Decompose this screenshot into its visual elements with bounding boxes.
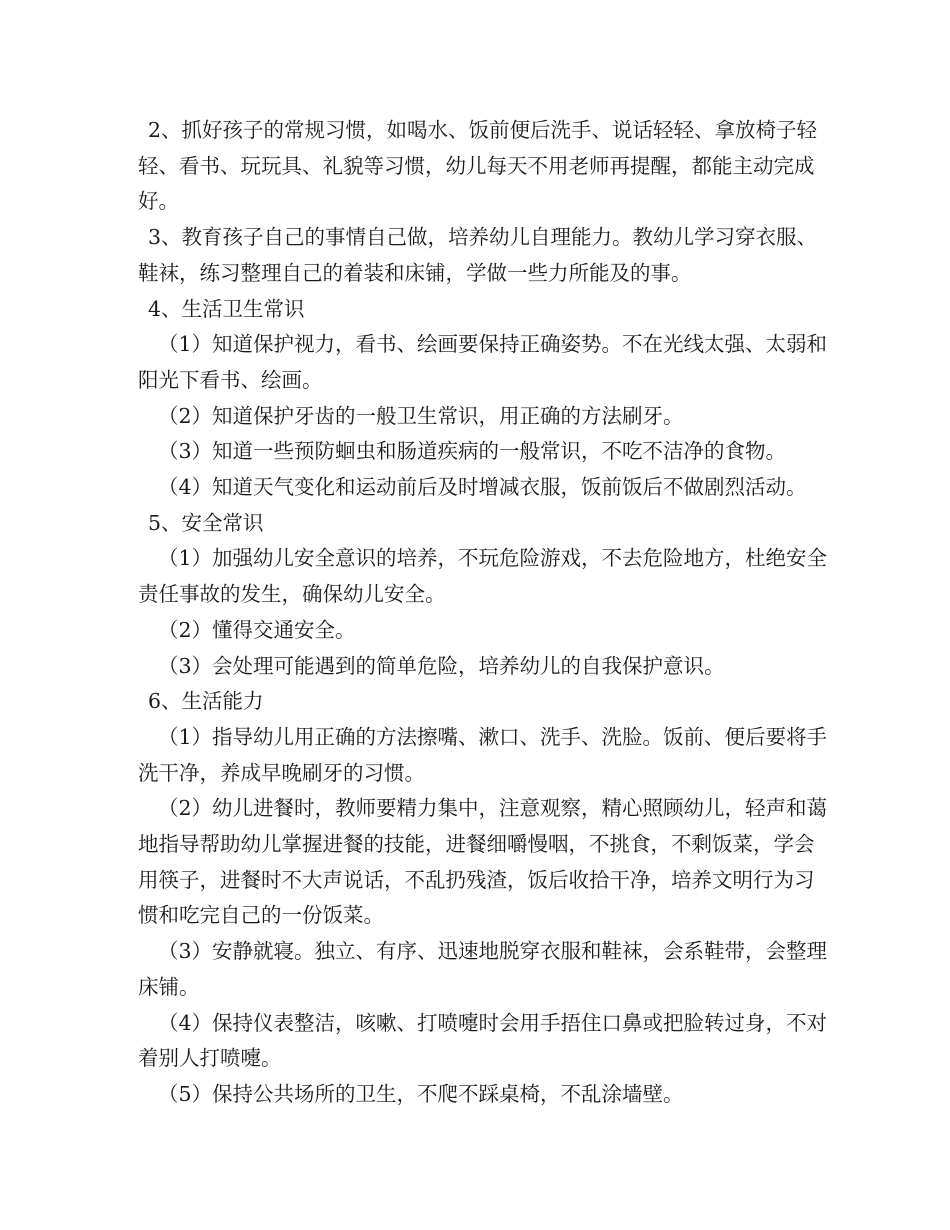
section-heading-life-skills: 6、生活能力 — [148, 689, 264, 714]
life-skills-item-1: （1）指导幼儿用正确的方法擦嘴、漱口、洗手、洗脸。饭前、便后要将手洗干净，养成早晚刷牙的习惯。 — [138, 724, 828, 785]
safety-item-2: （2）懂得交通安全。 — [158, 617, 356, 642]
section-heading-safety: 5、安全常识 — [148, 510, 264, 535]
section-heading-hygiene: 4、生活卫生常识 — [148, 296, 305, 321]
paragraph-item-3: 3、教育孩子自己的事情自己做，培养幼儿自理能力。教幼儿学习穿衣服、鞋袜，练习整理自己的着装和床铺，学做一些力所能及的事。 — [138, 225, 818, 285]
paragraph-item-2: 2、抓好孩子的常规习惯，如喝水、饭前便后洗手、说话轻轻、拿放椅子轻轻、看书、玩玩具、礼貌等习惯，幼儿每天不用老师再提醒，都能主动完成好。 — [138, 118, 818, 214]
hygiene-item-3: （3）知道一些预防蛔虫和肠道疾病的一般常识，不吃不洁净的食物。 — [158, 439, 787, 464]
safety-item-3: （3）会处理可能遇到的简单危险，培养幼儿的自我保护意识。 — [158, 653, 725, 678]
hygiene-item-2: （2）知道保护牙齿的一般卫生常识，用正确的方法刷牙。 — [158, 403, 684, 428]
safety-item-1: （1）加强幼儿安全意识的培养，不玩危险游戏，不去危险地方，杜绝安全责任事故的发生，确保幼儿安全。 — [138, 546, 828, 607]
life-skills-item-2: （2）幼儿进餐时，教师要精力集中，注意观察，精心照顾幼儿，轻声和蔼地指导帮助幼儿掌握进餐的技能，进餐细嚼慢咽，不挑食，不剩饭菜，学会用筷子，进餐时不大声说话，不乱扔残渣，饭后收拾干净，培养文明行为习惯和吃完自己的一份饭菜。 — [138, 796, 828, 928]
life-skills-item-4: （4）保持仪表整洁，咳嗽、打喷嚏时会用手捂住口鼻或把脸转过身，不对着别人打喷嚏。 — [138, 1010, 828, 1071]
life-skills-item-3: （3）安静就寝。独立、有序、迅速地脱穿衣服和鞋袜，会系鞋带，会整理床铺。 — [138, 939, 828, 999]
life-skills-item-5: （5）保持公共场所的卫生，不爬不踩桌椅，不乱涂墙壁。 — [158, 1081, 684, 1106]
document-body — [138, 113, 828, 1113]
hygiene-item-4: （4）知道天气变化和运动前后及时增减衣服，饭前饭后不做剧烈活动。 — [158, 475, 807, 500]
hygiene-item-1: （1）知道保护视力，看书、绘画要保持正确姿势。不在光线太强、太弱和阳光下看书、绘画。 — [138, 332, 828, 392]
